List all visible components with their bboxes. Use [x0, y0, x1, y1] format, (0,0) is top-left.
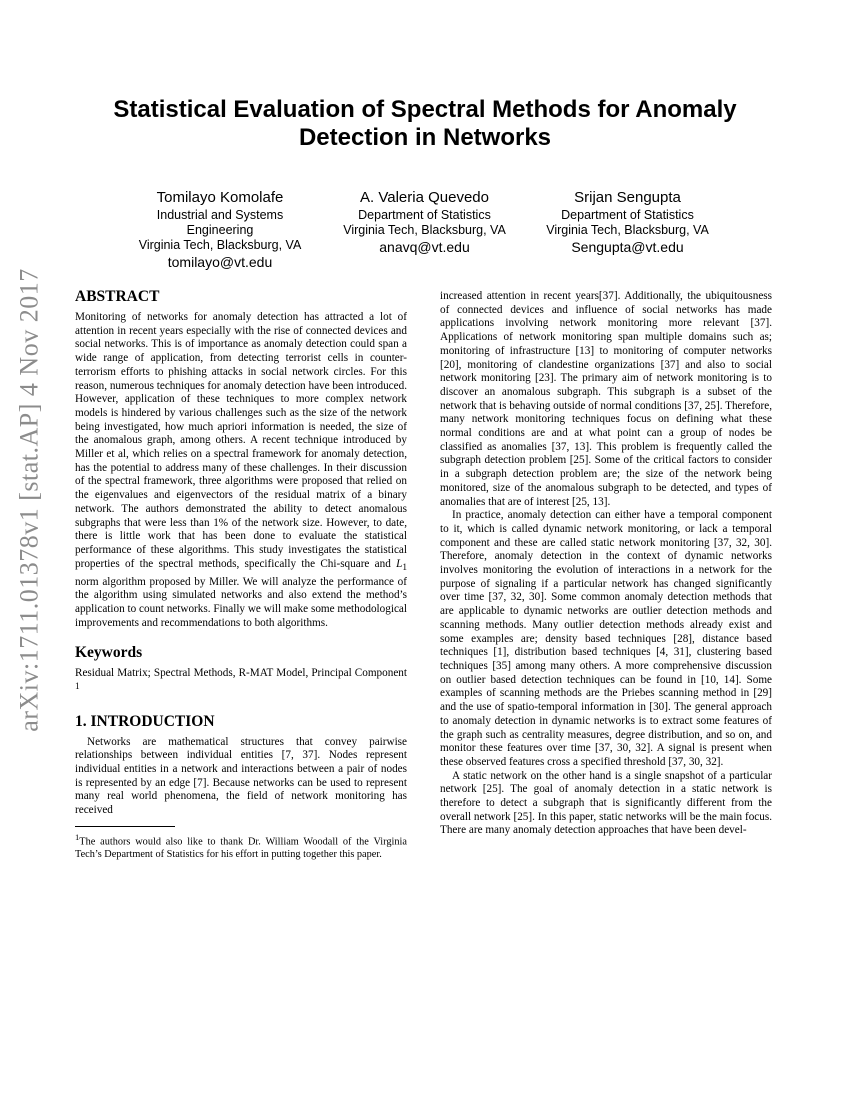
author-affiliation-line: Virginia Tech, Blacksburg, VA: [343, 223, 506, 237]
norm-subscript: 1: [402, 562, 408, 573]
author-affiliation-line: Engineering: [186, 223, 254, 237]
author-email: anavq@vt.edu: [379, 239, 470, 255]
author-affiliation-line: Department of Statistics: [561, 208, 694, 222]
author-name: A. Valeria Quevedo: [360, 189, 489, 206]
author-name: Srijan Sengupta: [574, 189, 681, 206]
paper-title: Statistical Evaluation of Spectral Methods for Anomaly Detection in Networks: [113, 96, 737, 151]
introduction-paragraph: Networks are mathematical structures that convey pairwise relationships between individual entities [7, 37]. Nodes represent individual entities in a network and interactions between a pair of nodes is represented by an edge [7]. Because networks can be used to represent many real world phenomena, the field of network monitoring has received: [75, 735, 407, 817]
body-paragraph: increased attention in recent years[37]. Additionally, the ubiquitousness of connected devices and influence of social networks has made applications involving network monitoring more relevant [37]. Applications of network monitoring span multiple domains such as; monitoring of infrastructure [13] to monitoring of computer networks [20], monitoring of clandestine organizations [37] and also to social network monitoring [23]. The primary aim of network monitoring is to discover an anomalous subgraph. This subgraph is a subset of the network that is behaving outside of normal conditions [37, 25]. Therefore, many network monitoring techniques focus on defining what these normal conditions are and at what point can a group of nodes be classified as anomalies [37, 13]. This problem is frequently called the subgraph detection problem [25]. Some of the critical factors to consider in a subgraph detection problem are; the size of the network being monitored, size of the anomalous subgraph to be detected, and types of anomalies that are of interest [25, 13].: [440, 290, 772, 508]
keywords-list: Residual Matrix; Spectral Methods, R-MAT Model, Principal Component: [75, 667, 407, 680]
body-paragraph: A static network on the other hand is a single snapshot of a particular network [25]. The goal of anomaly detection in a static network is therefore to detect a subgraph that is significantly different from the overall network [25]. In this paper, static networks will be the main focus. There are many anomaly detection approaches that have been devel-: [440, 769, 772, 837]
author-block-1: [110, 188, 330, 271]
footnote-mark: 1: [75, 831, 80, 842]
arxiv-side-stamp: [0, 268, 60, 732]
introduction-heading: 1. INTRODUCTION: [75, 712, 215, 730]
keywords-footnote-mark: 1: [75, 682, 80, 693]
abstract-body: Monitoring of networks for anomaly detection has attracted a lot of attention in recent years especially with the rise of connected devices and social networks. This is of importance as anomaly detection could span a wide range of application, from detecting terrorist cells in counter-terrorism efforts to phishing attacks in social network circles. For this reason, numerous techniques for anomaly detection have been introduced. However, application of these techniques to more complex network models is hindered by various challenges such as the size of the network being investigated, how much apriori information is needed, the size of the anomalous graph, among others. A recent technique introduced by Miller et al, which relies on a spectral framework for anomaly detection, has the potential to address many of these challenges. In their discussion of the spectral framework, three algorithms were proposed that relied on the eigenvalues and eigenvectors of the residual matrix of a binary network. The authors demonstrated the ability to detect anomalous subgraphs that were less than 1% of the network size. However, to date, there is little work that has been done to evaluate the statistical performance of these algorithms. This study investigates the statistical properties of the spectral methods, specifically the Chi-square and: [75, 311, 407, 570]
body-paragraph: In practice, anomaly detection can either have a temporal component to it, which is called dynamic network monitoring, or lack a temporal component and these are called static network monitoring [37, 32, 30]. Therefore, anomaly detection in the context of dynamic networks involves monitoring the evolution of interactions in a network for the purpose of signaling if a particular network has changed significantly over time [37, 32, 30]. Some common anomaly detection methods that are applicable to dynamic networks are outlier detection methods and scanning methods. Many outlier detection methods already exist and some examples are; density based techniques [28], distance based techniques [1], distribution based techniques [4, 31], clustering based techniques [35] among many others. A more comprehensive discussion on outlier based detection techniques can be found in [10, 14]. Some examples of scanning methods are the Priebes scanning method in [29] and the use of spatio-temporal information in [30]. The general approach to anomaly detection in dynamic networks is to extract some features of the graph such as centrality measures, degree distribution, and so on, and monitor these features over time [37, 30, 32]. A signal is present when these observed features cross a specified threshold [37, 30, 32].: [440, 509, 772, 768]
footnote-text: The authors would also like to thank Dr. William Woodall of the Virginia Tech’s Department of Statistics for his effort in putting together this paper.: [75, 836, 407, 860]
abstract-body-end: norm algorithm proposed by Miller. We will analyze the performance of the algorithm using simulated networks and also extend the method’s application to count networks. Finally we will make some methodological improvements and recommendations to both algorithms.: [75, 575, 407, 629]
arxiv-identifier: arXiv:1711.01378v1 [stat.AP] 4 Nov 2017: [15, 268, 44, 732]
author-affiliation-line: Virginia Tech, Blacksburg, VA: [546, 223, 709, 237]
norm-symbol: L: [396, 557, 403, 570]
author-block-2: [312, 188, 537, 256]
footnote: [75, 831, 407, 861]
keywords-text: [75, 667, 407, 698]
footnote-rule: [75, 826, 175, 827]
author-affiliation-line: Virginia Tech, Blacksburg, VA: [138, 238, 302, 252]
abstract-text: [75, 311, 407, 630]
right-column: [440, 290, 772, 838]
author-affiliation-line: Department of Statistics: [358, 208, 491, 222]
left-column: [75, 288, 407, 861]
keywords-heading: Keywords: [75, 644, 143, 662]
author-affiliation-line: Industrial and Systems: [156, 208, 284, 222]
author-name: Tomilayo Komolafe: [156, 189, 284, 206]
abstract-heading: ABSTRACT: [75, 288, 160, 305]
author-email: tomilayo@vt.edu: [167, 254, 273, 270]
author-email: Sengupta@vt.edu: [571, 239, 684, 255]
author-block-3: [515, 188, 740, 256]
